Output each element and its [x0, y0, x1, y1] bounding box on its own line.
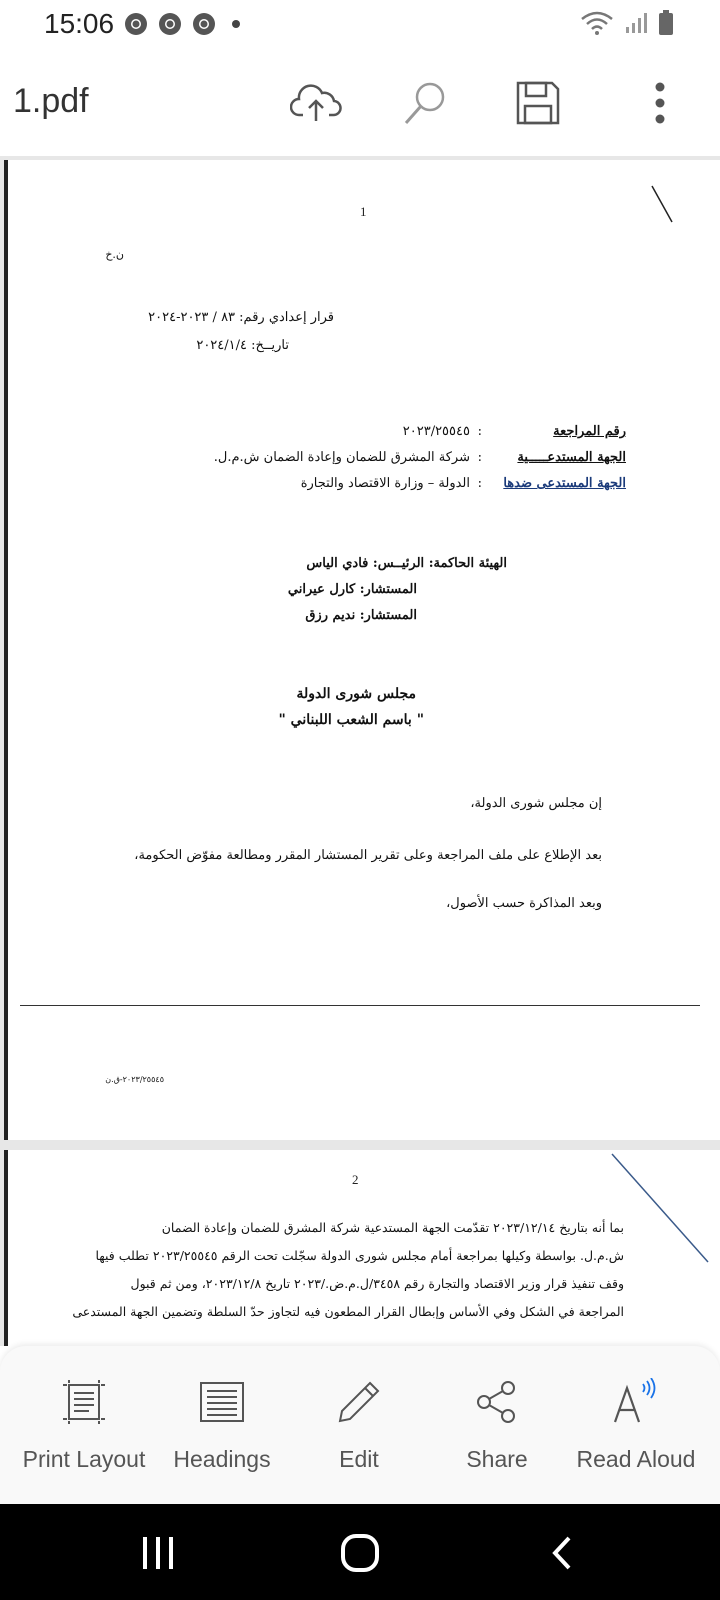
- signal-icon: [624, 11, 648, 35]
- council-heading: مجلس شورى الدولة: [296, 686, 416, 702]
- headings-label: Headings: [173, 1446, 271, 1472]
- read-aloud-button[interactable]: [566, 1376, 706, 1473]
- print-layout-button[interactable]: [14, 1376, 154, 1473]
- share-icon: [474, 1379, 520, 1425]
- share-label: Share: [466, 1446, 528, 1472]
- back-button[interactable]: [532, 1532, 592, 1574]
- body-line: بما أنه بتاريخ ٢٠٢٣/١٢/١٤ تقدّمت الجهة المستدعية شركة المشرق للضمان وإعادة الضمان: [161, 1220, 624, 1235]
- panel-counsellor-2: المستشار: نديم رزق: [305, 608, 417, 623]
- applicant-value: شركة المشرق للضمان وإعادة الضمان ش.م.ل.: [213, 450, 470, 465]
- upload-cloud-button[interactable]: [286, 75, 346, 131]
- bottom-toolbar: [0, 1346, 720, 1504]
- pen-mark: [608, 1150, 718, 1270]
- home-button[interactable]: [330, 1532, 390, 1574]
- system-icons: [580, 10, 674, 36]
- body-line-1: إن مجلس شورى الدولة،: [470, 796, 602, 811]
- more-vertical-icon: [654, 81, 666, 125]
- headings-icon: [199, 1381, 245, 1423]
- status-time: 15:06: [44, 8, 115, 39]
- chrome-icon: [124, 12, 148, 36]
- pencil-icon: [336, 1379, 382, 1425]
- panel-counsellor-1: المستشار: كارل عيراني: [287, 582, 417, 597]
- colon: :: [477, 476, 482, 491]
- colon: :: [477, 424, 482, 439]
- read-aloud-icon: [611, 1378, 661, 1426]
- decision-date: تاريــخ: ٢٠٢٤/١/٤: [196, 338, 289, 353]
- headings-button[interactable]: [152, 1376, 292, 1473]
- edit-label: Edit: [339, 1446, 379, 1472]
- chrome-icon: [192, 12, 216, 36]
- applicant-label: الجهة المستدعـــــية: [517, 450, 626, 465]
- notification-icons: [124, 12, 240, 36]
- wifi-icon: [580, 10, 614, 36]
- pen-mark: [648, 182, 678, 226]
- review-value: ٢٠٢٣/٢٥٥٤٥: [402, 424, 470, 439]
- search-button[interactable]: [396, 75, 456, 131]
- pdf-page-1: [4, 160, 720, 1140]
- name-of-people: " باسم الشعب اللبناني ": [278, 712, 424, 728]
- home-icon: [340, 1533, 380, 1573]
- review-label: رقم المراجعة: [553, 424, 626, 439]
- body-line: ش.م.ل. بواسطة وكيلها بمراجعة أمام مجلس شورى الدولة سجّلت تحت الرقم ٢٠٢٣/٢٥٥٤٥ تطلب فيها: [95, 1248, 624, 1263]
- colon: :: [477, 450, 482, 465]
- recent-apps-button[interactable]: [128, 1532, 188, 1574]
- panel-president: الهيئة الحاكمة: الرئيــس: فادي الياس: [306, 556, 507, 571]
- battery-icon: [658, 10, 674, 36]
- edit-button[interactable]: [289, 1376, 429, 1473]
- initials: ن.خ: [105, 248, 124, 261]
- search-icon: [400, 77, 452, 129]
- more-notifications-dot: [232, 20, 240, 28]
- page-number: 1: [360, 204, 367, 219]
- status-bar: [0, 0, 720, 50]
- save-icon: [514, 79, 562, 127]
- navigation-bar: [0, 1504, 720, 1600]
- document-viewer[interactable]: [0, 156, 720, 1346]
- body-line: المراجعة في الشكل وفي الأساس وإبطال القرار المطعون فيه لتجاوز حدّ السلطة وتضمين الجهة المستدعى: [72, 1304, 624, 1319]
- body-line-2: بعد الإطلاع على ملف المراجعة وعلى تقرير المستشار المقرر ومطالعة مفوّض الحكومة،: [134, 848, 602, 863]
- app-header: [0, 50, 720, 156]
- footer-reference: ٢٠٢٣/٢٥٥٤٥-ق.ن: [105, 1075, 164, 1084]
- body-line: وقف تنفيذ قرار وزير الاقتصاد والتجارة رقم ٣٤٥٨/ل.م.ض./٢٠٢٣ تاريخ ٢٠٢٣/١٢/٨، ومن ثم قبول: [130, 1276, 624, 1291]
- pdf-page-2: [4, 1150, 720, 1346]
- more-options-button[interactable]: [630, 75, 690, 131]
- page-number: 2: [352, 1172, 359, 1187]
- footer-rule: [20, 1005, 700, 1006]
- decision-number: قرار إعدادي رقم: ٨٣ / ٢٠٢٣-٢٠٢٤: [148, 310, 334, 325]
- read-aloud-label: Read Aloud: [576, 1446, 696, 1472]
- share-button[interactable]: [427, 1376, 567, 1473]
- respondent-value: الدولة – وزارة الاقتصاد والتجارة: [300, 476, 470, 491]
- save-button[interactable]: [508, 75, 568, 131]
- respondent-label: الجهة المستدعى ضدها: [503, 476, 626, 491]
- print-layout-label: Print Layout: [22, 1446, 146, 1472]
- recent-apps-icon: [141, 1535, 175, 1571]
- body-line-3: وبعد المذاكرة حسب الأصول،: [446, 896, 602, 911]
- back-icon: [550, 1535, 574, 1571]
- document-title: 1.pdf: [13, 82, 89, 120]
- chrome-icon: [158, 12, 182, 36]
- cloud-upload-icon: [290, 81, 342, 125]
- print-layout-icon: [61, 1379, 107, 1425]
